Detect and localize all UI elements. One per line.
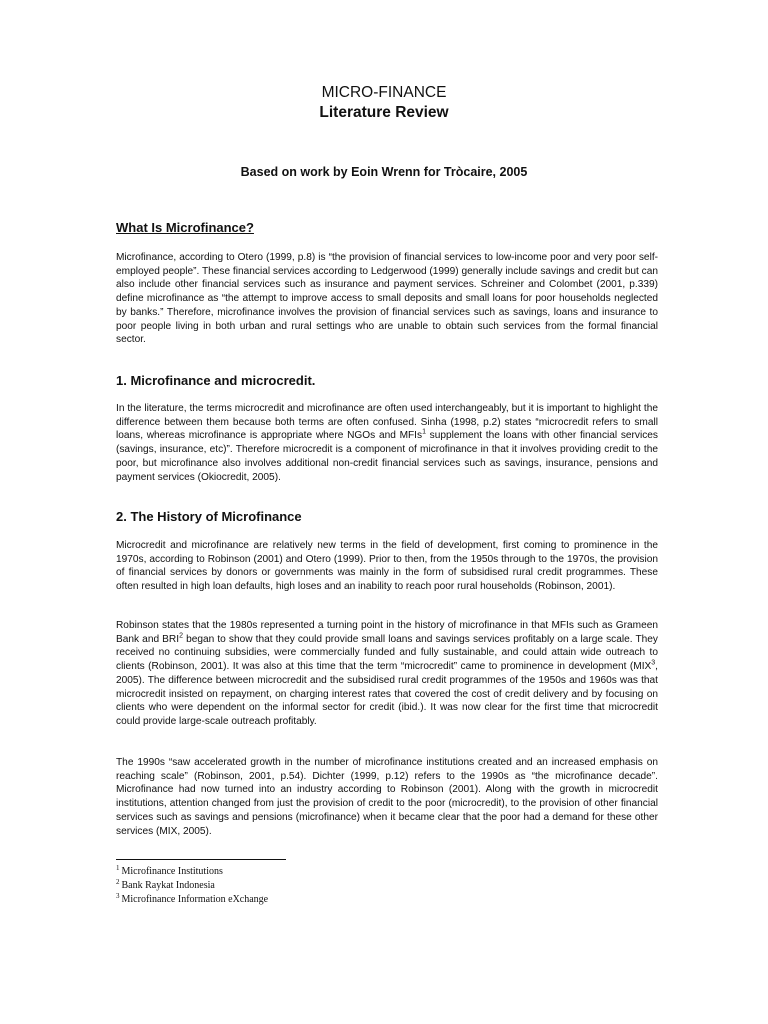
footnote-text: Microfinance Information eXchange (121, 894, 269, 905)
paragraph-s2-2-part2: began to show that they could provide small loans and savings services profitably on a large scale. They received no continuing subsidies, were commercially funded and fully sustainable, and could attain wide outreach to clients (Robinson, 2001). It was also at this time that the term “microcredit” came to prominence in development (MIX (116, 633, 658, 673)
paragraph-s2-2 (116, 619, 658, 729)
paragraph-s2-3: The 1990s “saw accelerated growth in the number of microfinance institutions created and an increased emphasis on reaching scale” (Robinson, 2001, p.54). Dichter (1999, p.12) refers to the 1990s as “the microfinance decade”. Microfinance had now turned into an industry according to Robinson (2001). Along with the growth in microcredit institutions, attention changed from just the provision of credit to the poor (microcredit), to the provision of other financial services such as savings and pensions (microfinance) when it became clear that the poor had a demand for these other services (MIX, 2005). (116, 757, 658, 837)
footnote-number: 2 (116, 877, 120, 886)
footnote-item (116, 877, 215, 892)
document-title: MICRO-FINANCE (321, 84, 447, 101)
footnote-text: Microfinance Institutions (121, 866, 223, 877)
paragraph-s1-part2: supplement the loans with other financial services (savings, insurance, etc)”. Therefore microcredit is a component of microfinance in that it involves providing credit to the poor, but microfinance also involves additional non-credit financial services such as savings, insurance, pensions and payment services (Okiocredit, 2005). (116, 430, 658, 483)
section-heading-intro: What Is Microfinance? (116, 220, 254, 235)
footnote-item (116, 863, 223, 878)
paragraph-s2-2-part3: , 2005). The difference between microcredit and the subsidised rural credit programmes of the 1950s and 1960s was that microcredit insisted on repayment, on charging interest rates that covered the cost of credit delivery and by focusing on clients who were dependent on the informal sector for credit (ibid.). It was now clear for the first time that microcredit could provide large-scale outreach profitably. (116, 661, 658, 727)
paragraph-s1-part1: In the literature, the terms microcredit and microfinance are often used interchangeably, but it is important to highlight the difference between them because both terms are often confused. Sinha (1998, p.2) states “microcredit refers to small loans, whereas microfinance is appropriate where NGOs and MFIs (116, 403, 658, 442)
footnote-ref-1: 1 (422, 429, 426, 437)
footnote-item (116, 891, 269, 906)
footnote-number: 1 (116, 863, 120, 872)
paragraph-s1 (116, 402, 658, 484)
document-subtitle: Literature Review (319, 104, 449, 121)
footnote-text: Bank Raykat Indonesia (121, 880, 215, 891)
section-heading-1: 1. Microfinance and microcredit. (116, 373, 316, 388)
footnote-number: 3 (116, 891, 120, 900)
paragraph-intro: Microfinance, according to Otero (1999, p.8) is “the provision of financial services to low-income poor and very poor self-employed people”. These financial services according to Ledgerwood (1999) generally include savings and credit but can also include other financial services such as insurance and payment services. Schreiner and Colombet (2001, p.339) define microfinance as “the attempt to improve access to small deposits and small loans for poor households neglected by banks.” Therefore, microfinance involves the provision of financial services such as savings, loans and insurance to poor people living in both urban and rural settings who are unable to obtain such services from the formal financial sector. (116, 252, 658, 346)
paragraph-s2-1: Microcredit and microfinance are relatively new terms in the field of development, first coming to prominence in the 1970s, according to Robinson (2001) and Otero (1999). Prior to then, from the 1950s through to the 1970s, the provision of financial services by donors or governments was mainly in the form of subsidised rural credit programmes. These often resulted in high loan defaults, high loses and an inability to reach poor rural households (Robinson, 2001). (116, 540, 658, 593)
attribution-line: Based on work by Eoin Wrenn for Tròcaire, 2005 (240, 165, 528, 179)
paragraph-s2-2-part1: Robinson states that the 1980s represented a turning point in the history of microfinance in that MFIs such as Grameen Bank and BRI (116, 620, 658, 645)
footnote-ref-2: 2 (179, 632, 183, 640)
section-heading-2: 2. The History of Microfinance (116, 509, 302, 524)
footnote-ref-3: 3 (651, 659, 656, 667)
footnote-separator (116, 859, 286, 860)
